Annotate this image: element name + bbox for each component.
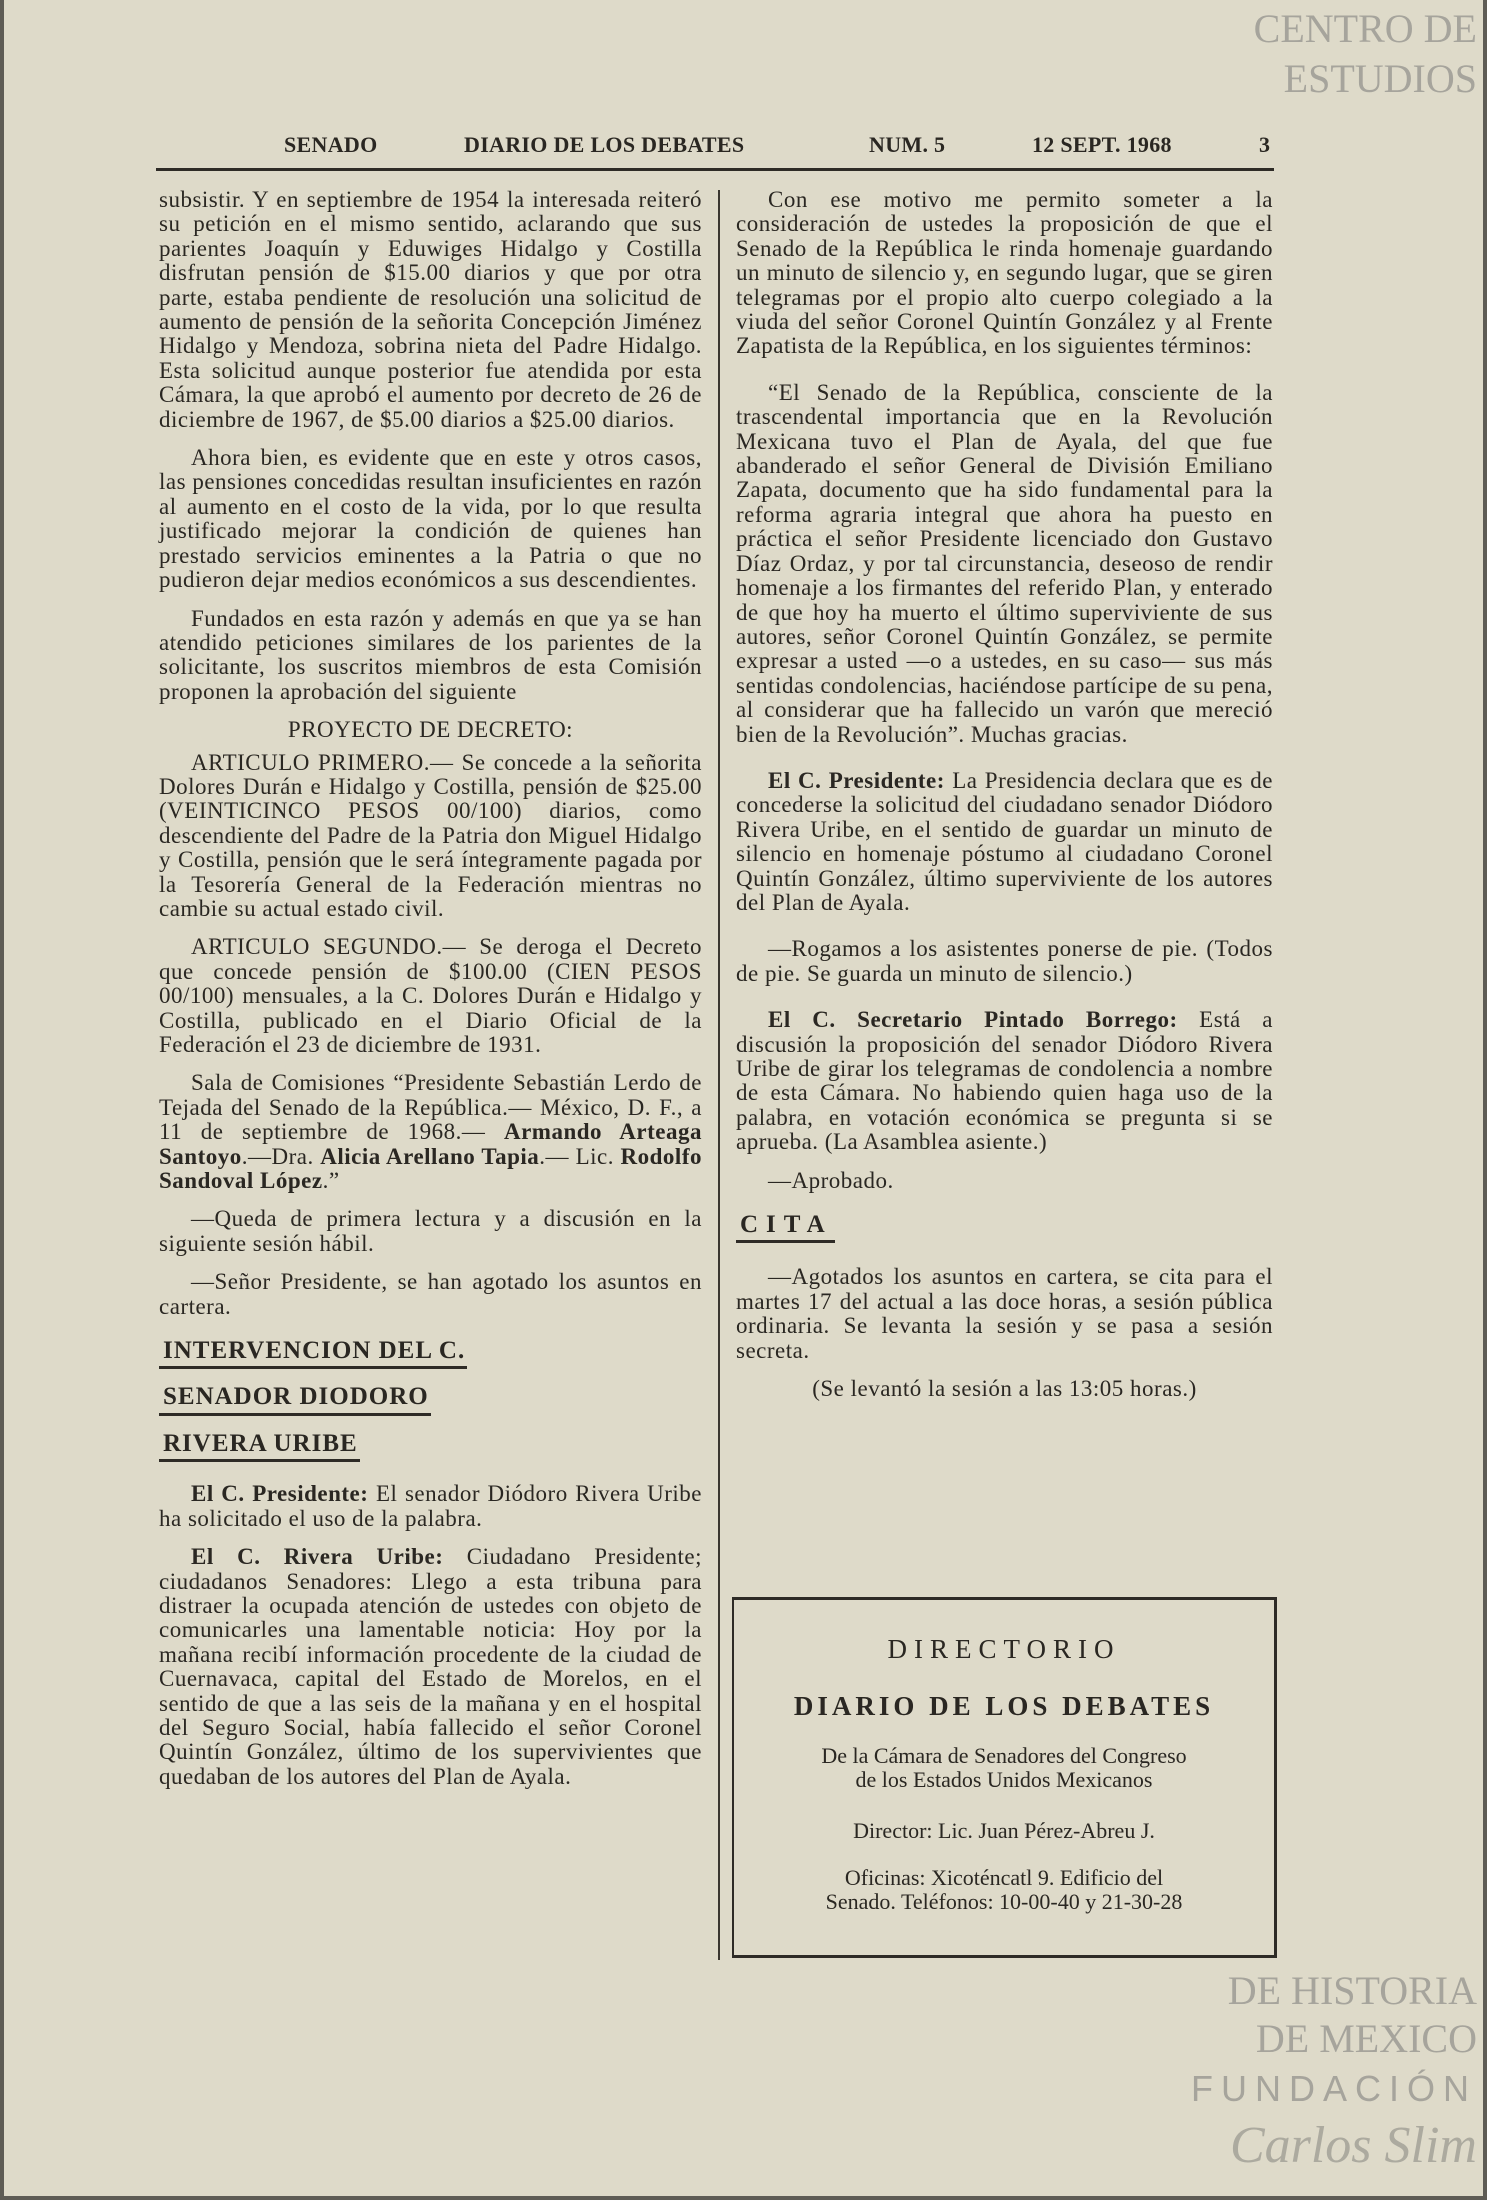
- watermark-line: CENTRO DE: [1253, 6, 1477, 51]
- signatures-paragraph: [159, 1071, 702, 1193]
- paragraph: —Queda de primera lectura y a discusión en la siguiente sesión hábil.: [159, 1206, 702, 1256]
- article-2: ARTICULO SEGUNDO.— Se deroga el Decreto que concede pensión de $100.00 (CIEN PESOS 00/100) mensuales, a la C. Dolores Durán e Hidalgo y Costilla, publicado en el Diario Oficial de la Federación el 23 de diciembre de 1931.: [159, 934, 702, 1057]
- header-date: 12 SEPT. 1968: [1032, 132, 1172, 157]
- paragraph: —Aprobado.: [768, 1167, 894, 1193]
- signatory: Armando Arteaga Santoyo: [159, 1119, 702, 1169]
- watermark-signature: Carlos Slim: [1229, 2117, 1477, 2174]
- publisher: [734, 1744, 1274, 1792]
- speech-text: Ciudadano Presidente; ciudadanos Senadores: Llego a esta tribuna para distraer la ocupada atención de ustedes con objeto de comunicarles una lamentable noticia: Hoy por la mañana recibí información procedente de la ciudad de Cuernavaca, capital del Estado de Morelos, en el sentido de que a las seis de la mañana y en el hospital del Seguro Social, había fallecido el señor Coronel Quintín González, último de los supervivientes que quedaban de los autores del Plan de Ayala.: [159, 1544, 702, 1789]
- header-number: NUM. 5: [869, 132, 946, 157]
- signatory: Alicia Arellano Tapia: [320, 1143, 540, 1169]
- right-column: [736, 188, 1273, 1415]
- watermark-line: ESTUDIOS: [1283, 56, 1477, 101]
- office-line: Senado. Teléfonos: 10-00-40 y 21-30-28: [825, 1889, 1183, 1914]
- speaker-label: El C. Presidente:: [191, 1481, 369, 1507]
- telegram-text: “El Senado de la República, consciente de la trascendental importancia que en la Revolución Mexicana tuvo el Plan de Ayala, del que fue abanderado el señor General de División Emiliano Zapata, documento que ha sido fundamental para la reforma agraria integral que ahora ha puesto en práctica el señor Presidente licenciado don Gustavo Díaz Ordaz, y por tal circunstancia, deseoso de rendir homenaje a los firmantes del referido Plan, y enterado de que hoy ha muerto el último superviviente de sus autores, señor Coronel Quintín González, se permite expresar a usted —o a ustedes, en su caso— sus más sentidas condolencias, haciéndose partícipe de su pena, al considerar que ha fallecido un varón que mereció bien de la Revolución”. Muchas gracias.: [736, 379, 1273, 747]
- speaker-label: El C. Rivera Uribe:: [191, 1544, 444, 1570]
- paragraph: —Agotados los asuntos en cartera, se cita para el martes 17 del actual a las doce horas, a sesión pública ordinaria. Se levanta la sesión y se pasa a sesión secreta.: [736, 1264, 1273, 1363]
- heading-line: INTERVENCION DEL C.: [159, 1339, 467, 1369]
- watermark-line: DE MEXICO: [1255, 2016, 1477, 2061]
- header-section: SENADO: [284, 132, 378, 157]
- publisher-line: de los Estados Unidos Mexicanos: [855, 1767, 1153, 1792]
- separator: .—Dra.: [241, 1143, 321, 1169]
- article-1: ARTICULO PRIMERO.— Se concede a la señorita Dolores Durán e Hidalgo y Costilla, pensión de $25.00 (VEINTICINCO PESOS 00/100) diarios, como descendiente del Padre de la Patria don Miguel Hidalgo y Costilla, pensión que le será íntegramente pagada por la Tesorería General de la Federación mientras no cambie su actual estado civil.: [159, 749, 702, 921]
- director: Director: Lic. Juan Pérez-Abreu J.: [853, 1818, 1155, 1843]
- paragraph: Con ese motivo me permito someter a la consideración de ustedes la proposición de que el Senado de la República le rinda homenaje guardando un minuto de silencio y, en segundo lugar, que se giren telegramas por el propio alto cuerpo colegiado a la viuda del señor Coronel Quintín González y al Frente Zapatista de la República, en los siguientes términos:: [736, 187, 1273, 359]
- sala-text: Sala de Comisiones “Presidente Sebastián Lerdo de Tejada del Senado de la República.— México, D. F., a 11 de septiembre de 1968.—: [159, 1070, 702, 1145]
- publication-name: DIARIO DE LOS DEBATES: [793, 1691, 1215, 1721]
- closing-note: (Se levantó la sesión a las 13:05 horas.): [812, 1376, 1197, 1402]
- heading-line: SENADOR DIODORO: [159, 1385, 431, 1415]
- paragraph: Ahora bien, es evidente que en este y otros casos, las pensiones concedidas resultan insuficientes en razón al aumento en el costo de la vida, por lo que resulta justificado mejorar la condición de quienes han prestado servicios eminentes a la Patria o que no pudieron dejar medios económicos a sus descendientes.: [159, 445, 702, 593]
- running-header: [284, 128, 1274, 162]
- paragraph: —Señor Presidente, se han agotado los asuntos en cartera.: [159, 1269, 702, 1319]
- watermark-line: FUNDACIÓN: [1191, 2068, 1477, 2109]
- decree-heading: PROYECTO DE DECRETO:: [287, 717, 574, 743]
- left-column: [159, 188, 702, 1803]
- directorio-box: [732, 1597, 1277, 1958]
- cita-heading: CITA: [736, 1213, 835, 1243]
- speaker-paragraph: [736, 769, 1273, 915]
- speech-text: El senador Diódoro Rivera Uribe ha solicitado el uso de la palabra.: [159, 1481, 702, 1531]
- column-divider: [718, 190, 720, 1960]
- paragraph: Fundados en esta razón y además en que ya se han atendido peticiones similares de los parientes de la solicitante, los suscritos miembros de esta Comisión proponen la aprobación del siguiente: [159, 605, 702, 704]
- paragraph: subsistir. Y en septiembre de 1954 la interesada reiteró su petición en el mismo sentido, aclarando que sus parientes Joaquín y Eduwiges Hidalgo y Costilla disfrutan pensión de $15.00 diarios y que por otra parte, estaba pendiente de resolución una solicitud de aumento de pensión de la señorita Concepción Jiménez Hidalgo y Mendoza, sobrina nieta del Padre Hidalgo. Esta solicitud aunque posterior fue atendida por esta Cámara, la que aprobó el aumento por decreto de 26 de diciembre de 1967, de $5.00 diarios a $25.00 diarios.: [159, 187, 702, 432]
- signatory: Rodolfo Sandoval López: [159, 1143, 702, 1194]
- office-line: Oficinas: Xicoténcatl 9. Edificio del: [844, 1865, 1164, 1890]
- speaker-label: El C. Secretario Pintado Borrego:: [768, 1007, 1178, 1033]
- watermark-line: DE HISTORIA: [1227, 1968, 1477, 2013]
- heading-line: RIVERA URIBE: [159, 1432, 360, 1462]
- page-number: 3: [1259, 132, 1271, 157]
- separator: .— Lic.: [539, 1143, 621, 1169]
- speech-text: Está a discusión la proposición del senador Diódoro Rivera Uribe de girar los telegramas de condolencia a nombre de esta Cámara. No habiendo quien haga uso de la palabra, en votación económica se pregunta si se aprueba. (La Asamblea asiente.): [736, 1007, 1273, 1155]
- speaker-paragraph: [159, 1482, 702, 1531]
- directorio-title: DIRECTORIO: [887, 1634, 1121, 1664]
- publisher-line: De la Cámara de Senadores del Congreso: [821, 1743, 1187, 1768]
- header-rule: [156, 168, 1274, 171]
- speaker-label: El C. Presidente:: [768, 767, 945, 793]
- speaker-paragraph: [736, 1008, 1273, 1154]
- newspaper-page: [4, 0, 1483, 2196]
- section-heading: [159, 1333, 702, 1482]
- speaker-paragraph: [159, 1545, 702, 1789]
- header-title: DIARIO DE LOS DEBATES: [464, 132, 745, 157]
- speech-text: La Presidencia declara que es de concederse la solicitud del ciudadano senador Diódoro Rivera Uribe, en el sentido de guardar un minuto de silencio en homenaje póstumo al ciudadano Coronel Quintín González, último superviviente de los autores del Plan de Ayala.: [736, 767, 1273, 915]
- paragraph: —Rogamos a los asistentes ponerse de pie. (Todos de pie. Se guarda un minuto de silencio.): [736, 936, 1273, 986]
- offices: [734, 1866, 1274, 1914]
- separator: .”: [322, 1168, 340, 1194]
